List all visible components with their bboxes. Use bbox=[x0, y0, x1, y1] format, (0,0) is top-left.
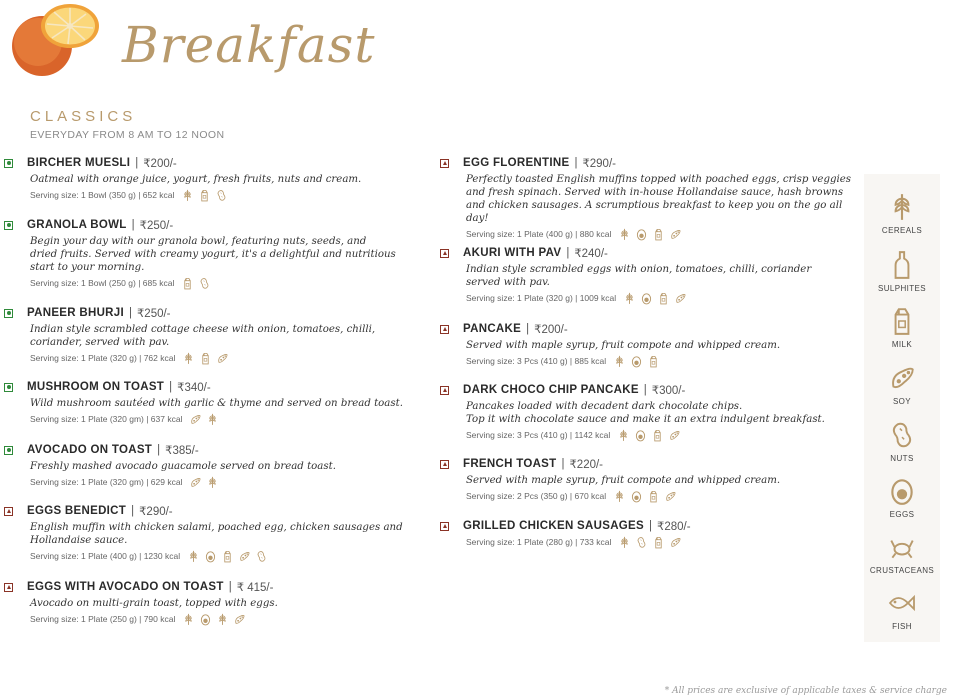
legend-label: NUTS bbox=[890, 454, 914, 463]
veg-indicator-icon bbox=[4, 383, 13, 392]
menu-item-header bbox=[440, 383, 860, 397]
legend-label: SULPHITES bbox=[877, 284, 927, 293]
menu-item-price: ₹300/- bbox=[651, 385, 686, 397]
menu-item-name: EGGS BENEDICT bbox=[27, 505, 127, 517]
menu-item bbox=[440, 383, 860, 441]
legend-item bbox=[864, 588, 940, 631]
description-line: Served with maple syrup, fruit compote and whipped cream. bbox=[466, 340, 781, 351]
serving-row bbox=[30, 475, 404, 488]
allergen-legend bbox=[864, 174, 940, 642]
cereals-icon bbox=[182, 189, 193, 201]
menu-item bbox=[4, 306, 404, 364]
description-line: dried fruits. Served with creamy yogurt, it's a delightful and nutritious bbox=[30, 249, 396, 260]
cereals-icon bbox=[624, 292, 635, 304]
description-line: Begin your day with our granola bowl, featuring nuts, seeds, and bbox=[30, 236, 367, 247]
serving-size: Serving size: 1 Plate (320 gm) | 637 kcal bbox=[30, 413, 183, 424]
menu-item-price: ₹200/- bbox=[143, 158, 177, 170]
menu-item-header bbox=[4, 306, 404, 320]
description-line: and fresh spinach. Served with in-house Hollandaise sauce, hash browns bbox=[466, 187, 844, 198]
cereals-icon bbox=[614, 355, 625, 367]
milk-icon bbox=[653, 536, 664, 548]
menu-item-name: EGGS WITH AVOCADO ON TOAST bbox=[27, 581, 224, 593]
description-line: Served with maple syrup, fruit compote and whipped cream. bbox=[466, 475, 781, 486]
veg-indicator-icon bbox=[4, 446, 13, 455]
serving-size: Serving size: 1 Plate (320 g) | 1009 kcal bbox=[466, 292, 617, 303]
veg-indicator-icon bbox=[4, 221, 13, 230]
description-line: English muffin with chicken salami, poached egg, chicken sausages and bbox=[30, 522, 403, 533]
milk-icon bbox=[648, 355, 659, 367]
menu-item bbox=[440, 156, 860, 240]
cereals-icon bbox=[183, 613, 194, 625]
crustaceans-icon bbox=[888, 532, 916, 562]
soy-icon bbox=[217, 352, 228, 364]
menu-item bbox=[4, 504, 404, 562]
legend-label: CEREALS bbox=[881, 226, 923, 235]
serving-size: Serving size: 2 Pcs (350 g) | 670 kcal bbox=[466, 490, 607, 501]
nonveg-indicator-icon bbox=[440, 460, 449, 469]
price-separator: | bbox=[128, 307, 132, 319]
cereals-icon bbox=[207, 476, 218, 488]
serving-size: Serving size: 1 Plate (280 g) | 733 kcal bbox=[466, 536, 612, 547]
milk-icon bbox=[653, 228, 664, 240]
soy-icon bbox=[239, 550, 250, 562]
serving-row bbox=[30, 351, 404, 364]
cereals-icon bbox=[188, 550, 199, 562]
price-separator: | bbox=[566, 247, 570, 259]
nonveg-indicator-icon bbox=[440, 325, 449, 334]
nonveg-indicator-icon bbox=[4, 583, 13, 592]
menu-item-header bbox=[4, 443, 404, 457]
eggs-icon bbox=[205, 550, 216, 562]
menu-item-description bbox=[30, 597, 404, 610]
serving-row bbox=[466, 291, 860, 304]
menu-item-price: ₹290/- bbox=[139, 506, 173, 518]
serving-row bbox=[30, 612, 404, 625]
menu-item-name: EGG FLORENTINE bbox=[463, 157, 570, 169]
menu-item-header bbox=[4, 218, 404, 232]
orange-illustration bbox=[8, 2, 100, 78]
menu-item-description bbox=[30, 235, 404, 274]
sulphites-icon bbox=[888, 250, 916, 280]
description-line: served with pav. bbox=[466, 277, 550, 288]
cereals-icon bbox=[619, 228, 630, 240]
legend-item bbox=[864, 476, 940, 519]
serving-row bbox=[466, 489, 860, 502]
eggs-icon bbox=[641, 292, 652, 304]
menu-item-description bbox=[30, 323, 404, 349]
serving-size: Serving size: 1 Bowl (350 g) | 652 kcal bbox=[30, 189, 175, 200]
menu-item-price: ₹220/- bbox=[569, 459, 604, 471]
legend-item bbox=[864, 532, 940, 575]
cereals-icon bbox=[888, 192, 916, 222]
description-line: Wild mushroom sautéed with garlic & thyme and served on bread toast. bbox=[30, 398, 403, 409]
menu-item-price: ₹250/- bbox=[136, 308, 171, 320]
menu-item bbox=[440, 457, 860, 502]
nuts-icon bbox=[216, 189, 227, 201]
description-line: start to your morning. bbox=[30, 262, 145, 273]
menu-item-name: GRILLED CHICKEN SAUSAGES bbox=[463, 520, 644, 532]
menu-item-description bbox=[466, 339, 860, 352]
soy-icon bbox=[670, 228, 681, 240]
nonveg-indicator-icon bbox=[440, 386, 449, 395]
milk-icon bbox=[222, 550, 233, 562]
legend-label: CRUSTACEANS bbox=[869, 566, 935, 575]
fish-icon bbox=[888, 588, 916, 618]
cereals-icon bbox=[183, 352, 194, 364]
price-separator: | bbox=[135, 157, 139, 169]
cereals-icon bbox=[614, 490, 625, 502]
menu-item bbox=[4, 580, 404, 625]
menu-item-description bbox=[466, 474, 860, 487]
legend-item bbox=[864, 250, 940, 293]
menu-item-price: ₹240/- bbox=[574, 248, 608, 260]
menu-item-header bbox=[4, 156, 404, 170]
description-line: Perfectly toasted English muffins topped with poached eggs, crisp veggies bbox=[466, 174, 852, 185]
soy-icon bbox=[669, 429, 680, 441]
nonveg-indicator-icon bbox=[440, 249, 449, 258]
serving-row bbox=[466, 428, 860, 441]
menu-item-description bbox=[466, 263, 860, 289]
eggs-icon bbox=[631, 490, 642, 502]
price-separator: | bbox=[649, 520, 652, 532]
eggs-icon bbox=[636, 228, 647, 240]
menu-item-price: ₹385/- bbox=[165, 445, 199, 457]
soy-icon bbox=[190, 476, 201, 488]
milk-icon bbox=[658, 292, 669, 304]
menu-item-name: PANEER BHURJI bbox=[27, 307, 124, 319]
description-line: Avocado on multi-grain toast, topped with eggs. bbox=[30, 598, 278, 609]
description-line: Indian style scrambled eggs with onion, tomatoes, chilli, coriander bbox=[466, 264, 812, 275]
soy-icon bbox=[665, 490, 676, 502]
serving-size: Serving size: 1 Plate (250 g) | 790 kcal bbox=[30, 613, 176, 624]
eggs-icon bbox=[888, 476, 916, 506]
soy-icon bbox=[190, 413, 201, 425]
menu-item-name: GRANOLA BOWL bbox=[27, 219, 127, 231]
serving-row bbox=[30, 412, 404, 425]
price-footnote: * All prices are exclusive of applicable taxes & service charge bbox=[664, 686, 947, 696]
price-separator: | bbox=[526, 323, 530, 335]
nuts-icon bbox=[256, 550, 267, 562]
veg-indicator-icon bbox=[4, 159, 13, 168]
nuts-icon bbox=[636, 536, 647, 548]
serving-row bbox=[466, 354, 860, 367]
menu-item-description bbox=[30, 460, 404, 473]
eggs-icon bbox=[631, 355, 642, 367]
menu-item bbox=[4, 443, 404, 488]
menu-item-header bbox=[440, 519, 860, 533]
price-separator: | bbox=[131, 219, 135, 231]
menu-item bbox=[440, 322, 860, 367]
price-separator: | bbox=[131, 505, 135, 517]
menu-item-header bbox=[4, 504, 404, 518]
section-subtitle: EVERYDAY FROM 8 AM TO 12 NOON bbox=[30, 129, 225, 141]
price-separator: | bbox=[157, 444, 161, 456]
menu-item-name: DARK CHOCO CHIP PANCAKE bbox=[463, 384, 639, 396]
menu-item-header bbox=[4, 380, 404, 394]
menu-item-description bbox=[466, 173, 860, 225]
serving-size: Serving size: 1 Plate (320 gm) | 629 kcal bbox=[30, 476, 183, 487]
cereals-icon bbox=[618, 429, 629, 441]
price-separator: | bbox=[228, 581, 232, 593]
legend-item bbox=[864, 420, 940, 463]
menu-item-header bbox=[4, 580, 404, 594]
description-line: Hollandaise sauce. bbox=[30, 535, 128, 546]
menu-item-price: ₹340/- bbox=[177, 382, 211, 394]
soy-icon bbox=[675, 292, 686, 304]
menu-item-description bbox=[30, 173, 404, 186]
eggs-icon bbox=[635, 429, 646, 441]
cereals-icon bbox=[217, 613, 228, 625]
serving-row bbox=[30, 276, 404, 289]
serving-row bbox=[466, 227, 860, 240]
serving-row bbox=[30, 549, 404, 562]
menu-item-name: AKURI WITH PAV bbox=[463, 247, 562, 259]
soy-icon bbox=[234, 613, 245, 625]
milk-icon bbox=[888, 306, 916, 336]
menu-item-header bbox=[440, 246, 860, 260]
cereals-icon bbox=[207, 413, 218, 425]
price-separator: | bbox=[169, 381, 173, 393]
menu-item-price: ₹ 415/- bbox=[236, 582, 274, 594]
price-separator: | bbox=[574, 157, 578, 169]
legend-item bbox=[864, 192, 940, 235]
milk-icon bbox=[648, 490, 659, 502]
serving-size: Serving size: 1 Bowl (250 g) | 685 kcal bbox=[30, 277, 175, 288]
menu-item bbox=[440, 519, 860, 548]
menu-item bbox=[440, 246, 860, 304]
legend-label: SOY bbox=[892, 397, 912, 406]
soy-icon bbox=[888, 363, 916, 393]
menu-item-header bbox=[440, 457, 860, 471]
legend-label: MILK bbox=[891, 340, 913, 349]
description-line: Indian style scrambled cottage cheese with onion, tomatoes, chilli, bbox=[30, 324, 376, 335]
cereals-icon bbox=[619, 536, 630, 548]
description-line: and chicken sausages. A scrumptious breakfast to keep you on the go all day! bbox=[466, 200, 843, 224]
milk-icon bbox=[199, 189, 210, 201]
menu-item-name: MUSHROOM ON TOAST bbox=[27, 381, 165, 393]
description-line: Oatmeal with orange juice, yogurt, fresh fruits, nuts and cream. bbox=[30, 174, 362, 185]
serving-size: Serving size: 1 Plate (400 g) | 1230 kcal bbox=[30, 550, 181, 561]
menu-item-price: ₹200/- bbox=[534, 324, 568, 336]
menu-item-header bbox=[440, 322, 860, 336]
nuts-icon bbox=[199, 277, 210, 289]
milk-icon bbox=[652, 429, 663, 441]
nonveg-indicator-icon bbox=[4, 507, 13, 516]
legend-item bbox=[864, 363, 940, 406]
menu-item-description bbox=[30, 397, 404, 410]
menu-item-name: PANCAKE bbox=[463, 323, 522, 335]
price-separator: | bbox=[643, 384, 647, 396]
milk-icon bbox=[200, 352, 211, 364]
serving-row bbox=[30, 188, 404, 201]
milk-icon bbox=[182, 277, 193, 289]
serving-row bbox=[466, 535, 860, 548]
nonveg-indicator-icon bbox=[440, 159, 449, 168]
description-line: coriander, served with pav. bbox=[30, 337, 170, 348]
serving-size: Serving size: 3 Pcs (410 g) | 885 kcal bbox=[466, 355, 607, 366]
menu-item-name: AVOCADO ON TOAST bbox=[27, 444, 153, 456]
eggs-icon bbox=[200, 613, 211, 625]
serving-size: Serving size: 1 Plate (320 g) | 762 kcal bbox=[30, 352, 176, 363]
legend-item bbox=[864, 306, 940, 349]
description-line: Top it with chocolate sauce and make it an extra indulgent breakfast. bbox=[466, 414, 825, 425]
veg-indicator-icon bbox=[4, 309, 13, 318]
menu-item-name: BIRCHER MUESLI bbox=[27, 157, 131, 169]
menu-item bbox=[4, 156, 404, 201]
legend-label: EGGS bbox=[889, 510, 915, 519]
menu-item-price: ₹290/- bbox=[582, 158, 616, 170]
menu-item-price: ₹280/- bbox=[657, 521, 691, 533]
soy-icon bbox=[670, 536, 681, 548]
menu-item-header bbox=[440, 156, 860, 170]
menu-item bbox=[4, 218, 404, 289]
price-separator: | bbox=[561, 458, 565, 470]
page-title: Breakfast bbox=[122, 16, 376, 74]
description-line: Freshly mashed avocado guacamole served on bread toast. bbox=[30, 461, 336, 472]
menu-item bbox=[4, 380, 404, 425]
serving-size: Serving size: 3 Pcs (410 g) | 1142 kcal bbox=[466, 429, 611, 440]
nuts-icon bbox=[888, 420, 916, 450]
section-title: CLASSICS bbox=[30, 108, 137, 125]
menu-item-name: FRENCH TOAST bbox=[463, 458, 557, 470]
description-line: Pancakes loaded with decadent dark chocolate chips. bbox=[466, 401, 743, 412]
serving-size: Serving size: 1 Plate (400 g) | 880 kcal bbox=[466, 228, 612, 239]
menu-item-description bbox=[466, 400, 860, 426]
legend-label: FISH bbox=[892, 622, 912, 631]
menu-item-price: ₹250/- bbox=[139, 220, 174, 232]
nonveg-indicator-icon bbox=[440, 522, 449, 531]
menu-item-description bbox=[30, 521, 404, 547]
